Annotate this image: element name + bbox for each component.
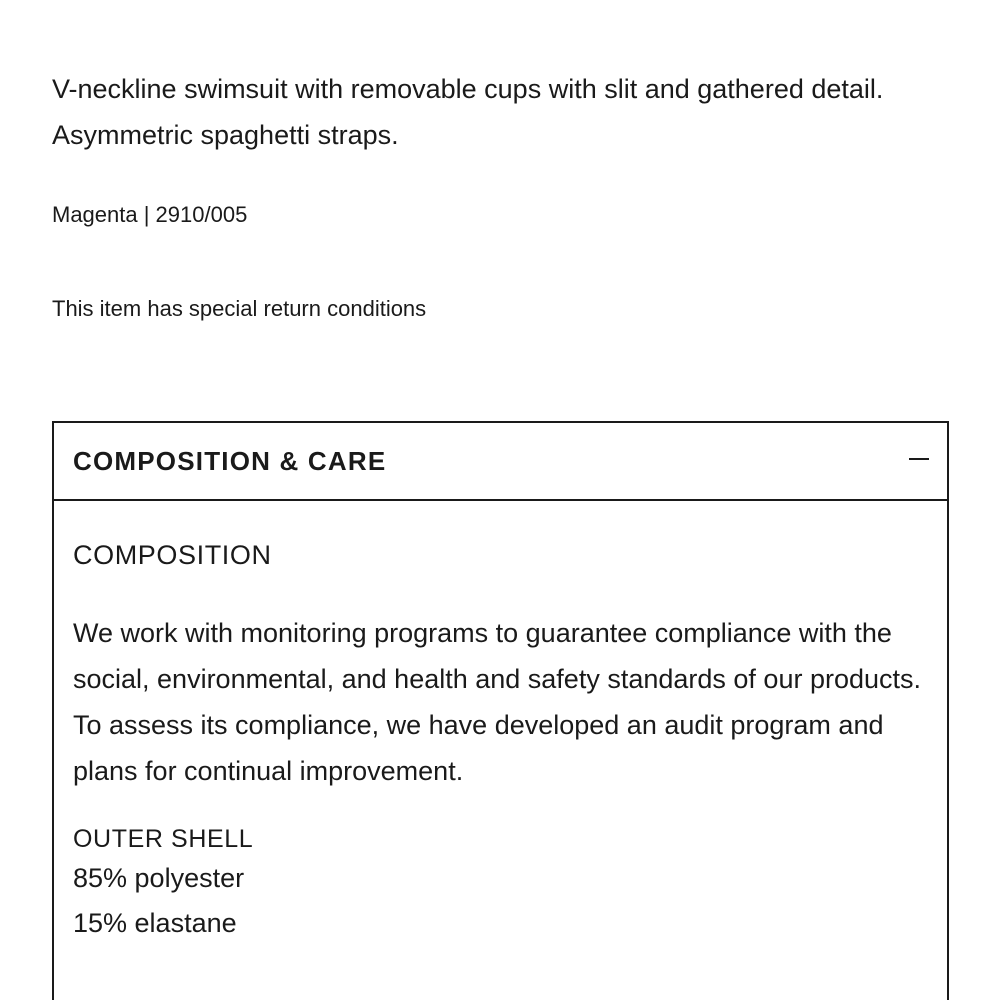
- special-return-conditions-link[interactable]: This item has special return conditions: [52, 296, 427, 321]
- part-title-outer-shell: OUTER SHELL: [73, 825, 254, 853]
- material-item: 85% polyester: [73, 863, 245, 893]
- accordion-title: COMPOSITION & CARE: [73, 445, 387, 476]
- accordion-content: [54, 501, 947, 946]
- material-list: [73, 856, 928, 946]
- composition-care-toggle[interactable]: [54, 423, 947, 501]
- composition-care-accordion: [52, 421, 949, 1000]
- composition-text: We work with monitoring programs to guarantee compliance with the social, environmental, and health and safety standards of our products. To assess its compliance, we have developed an audit program and plans for continual improvement.: [73, 618, 922, 786]
- material-item: 15% elastane: [73, 908, 237, 938]
- minus-icon[interactable]: [909, 458, 929, 460]
- product-description: V-neckline swimsuit with removable cups with slit and gathered detail. Asymmetric spaghetti straps.: [52, 74, 884, 150]
- composition-heading: COMPOSITION: [73, 540, 272, 570]
- color-reference: Magenta | 2910/005: [52, 202, 248, 227]
